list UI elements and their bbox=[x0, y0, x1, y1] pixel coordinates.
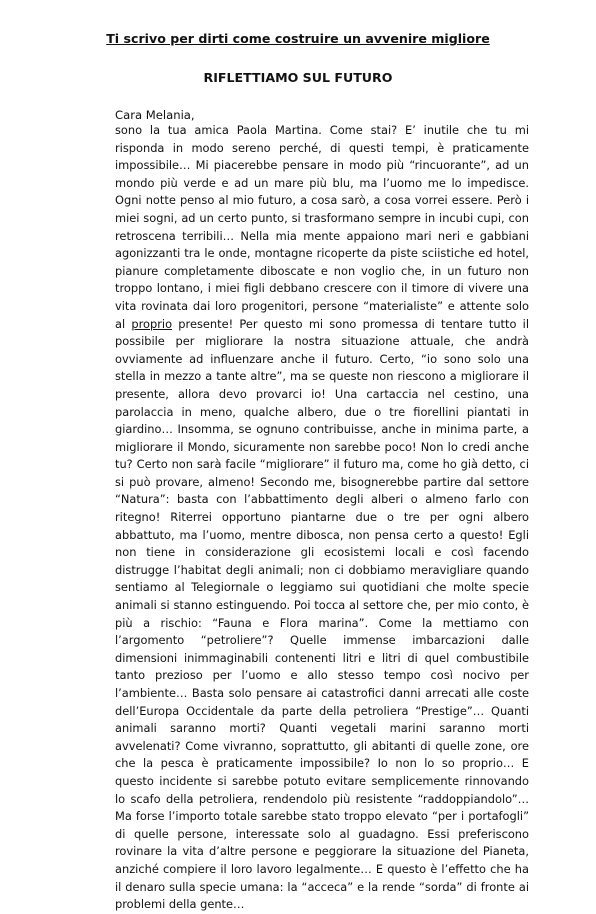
underlined-word: proprio bbox=[131, 316, 173, 331]
document-subtitle: RIFLETTIAMO SUL FUTURO bbox=[203, 70, 393, 85]
letter-greeting: Cara Melania, bbox=[115, 108, 195, 122]
letter-body: sono la tua amica Paola Martina. Come stai? E’ inutile che tu mi risponda in modo sereno perché, di questi tempi, è praticamente impossibile… Mi piacerebbe pensare in modo più “rincuorante”, ad un mondo più verde e ad un mare più blu, ma l’uomo me lo impedisce. Ogni notte penso al mio futuro, a cosa sarò, a cosa vorrei essere. Però i miei sogni, ad un certo punto, si trasformano sempre in incubi cupi, con retroscena terribili… Nella mia mente appaiono mari neri e gabbiani agonizzanti tra le onde, montagne ricoperte da piste sciistiche ed hotel, pianure completamente diboscate e non voglio che, in un futuro non troppo lontano, i miei figli debbano crescere con il timore di vivere una vita rovinata dai loro progenitori, persone “materialiste” e attente solo al proprio presente! Per questo mi sono promessa di tentare tutto il possibile per migliorare la nostra situazione attuale, che andrà ovviamente ad influenzare anche il futuro. Certo, “io sono solo una stella in mezzo a tante altre”, ma se queste non riescono a migliorare il presente, allora devo provarci io! Una cartaccia nel cestino, una parolaccia in meno, qualche albero, due o tre fiorellini piantati in giardino… Insomma, se ognuno contribuisse, anche in minima parte, a migliorare il Mondo, sicuramente non sarebbe poco! Non lo credi anche tu? Certo non sarà facile “migliorare” il futuro ma, come ho già detto, ci si può provare, almeno! Secondo me, bisognerebbe partire dal settore “Natura”: basta con l’abbattimento degli alberi o almeno farlo con ritegno! Riterrei opportuno piantarne due o tre per ogni albero abbattuto, ma l’uomo, mentre dibosca, non pensa certo a questo! Egli non tiene in considerazione gli ecosistemi locali e così facendo distrugge l’habitat degli animali; non ci dobbiamo meravigliare quando sentiamo al Telegiornale o leggiamo sui quotidiani che molte specie animali si stanno estinguendo. Poi tocca al settore che, per mio conto, è più a rischio: “Fauna e Flora marina”. Come la mettiamo con l’argomento “petroliere”? Quelle immense imbarcazioni dalle dimensioni inimmaginabili contenenti litri e litri di quel combustibile tanto prezioso per l’uomo e allo stesso tempo così nocivo per l’ambiente… Basta solo pensare ai catastrofici danni arrecati alle coste dell’Europa Occidentale da parte della petroliera “Prestige”… Quanti animali saranno morti? Quanti vegetali marini saranno morti avvelenati? Come vivranno, soprattutto, gli abitanti di quelle zone, ore che la pesca è praticamente impossibile? Io non lo so proprio… E questo incidente si sarebbe potuto evitare semplicemente rinnovando lo scafo della petroliera, rendendolo più resistente “raddoppiandolo”… Ma forse l’importo totale sarebbe stato troppo elevato “per i portafogli” di quelle persone, interessate solo al guadagno. Essi preferiscono rovinare la vita d’altre persone e peggiorare la situazione del Pianeta, anziché compiere il loro lavoro legalmente… E questo è l’effetto che ha il denaro sulla specie umana: la “acceca” e la rende “sorda” di fronte ai problemi della gente… bbox=[115, 123, 530, 912]
document-title: Ti scrivo per dirti come costruire un avvenire migliore bbox=[106, 31, 490, 46]
